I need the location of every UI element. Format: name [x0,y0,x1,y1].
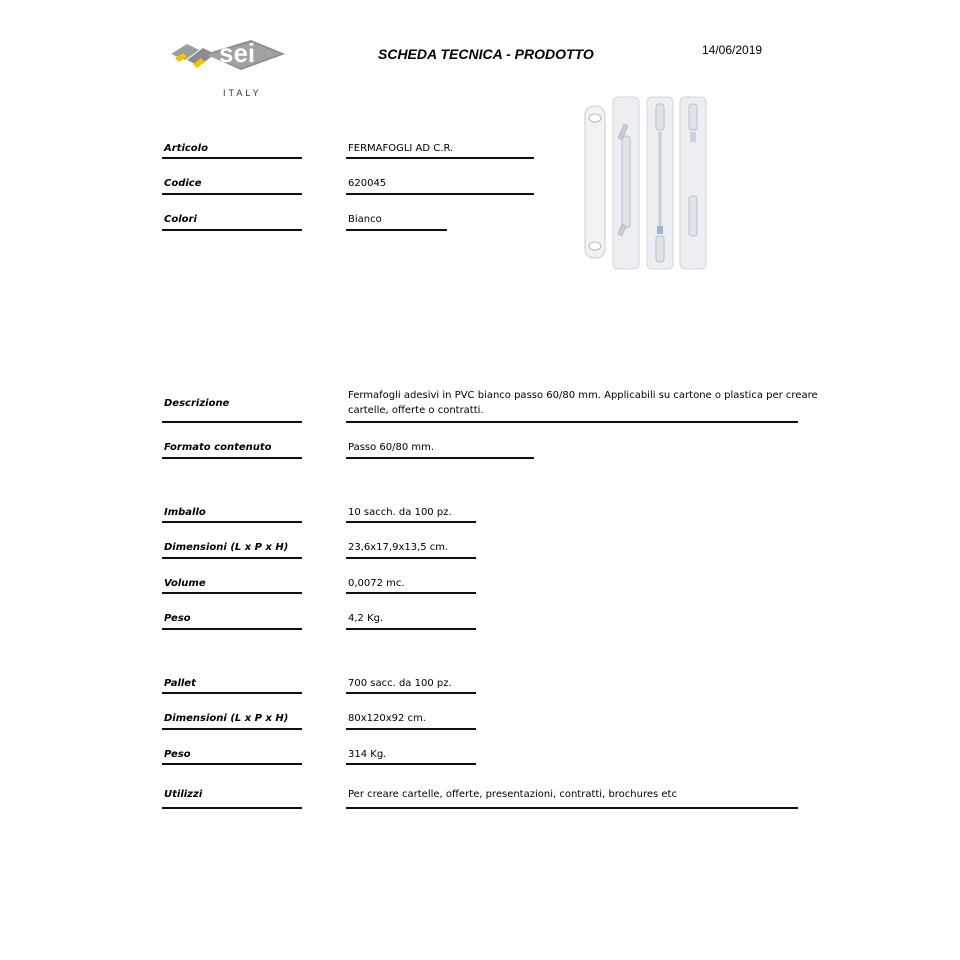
label-colori: Colori [164,214,197,225]
value-codice: 620045 [348,178,387,189]
value-utilizzi: Per creare cartelle, offerte, presentazioni, contratti, brochures etc [348,789,677,800]
value-underline [346,521,476,523]
label-underline [162,421,302,423]
document-date: 14/06/2019 [702,43,763,57]
label-underline [162,457,302,459]
label-underline [162,807,302,809]
label-utilizzi: Utilizzi [164,789,203,800]
document-title: SCHEDA TECNICA - PRODOTTO [378,46,594,62]
value-pallet: 700 sacc. da 100 pz. [348,678,452,689]
label-underline [162,157,302,159]
value-underline [346,592,476,594]
label-descrizione: Descrizione [164,398,230,409]
value-underline [346,692,476,694]
label-volume: Volume [164,578,206,589]
label-imballo: Imballo [164,507,206,518]
label-underline [162,592,302,594]
value-imballo: 10 sacch. da 100 pz. [348,507,452,518]
value-volume: 0,0072 mc. [348,578,405,589]
value-peso-pallet: 314 Kg. [348,749,387,760]
label-underline [162,521,302,523]
label-underline [162,628,302,630]
value-underline [346,728,476,730]
value-underline [346,628,476,630]
label-underline [162,193,302,195]
label-dimensioni-pallet: Dimensioni (L x P x H) [164,713,289,724]
label-underline [162,728,302,730]
product-image [582,96,712,272]
value-underline [346,763,476,765]
label-peso-pallet: Peso [164,749,191,760]
value-peso-imballo: 4,2 Kg. [348,613,384,624]
value-underline [346,421,798,423]
value-formato-contenuto: Passo 60/80 mm. [348,442,435,453]
sei-italy-logo [165,36,295,100]
value-underline [346,557,476,559]
value-dimensioni-pallet: 80x120x92 cm. [348,713,426,724]
label-pallet: Pallet [164,678,196,689]
label-formato-contenuto: Formato contenuto [164,442,272,453]
value-dimensioni-imballo: 23,6x17,9x13,5 cm. [348,542,449,553]
value-descrizione-line1: Fermafogli adesivi in PVC bianco passo 60/80 mm. Applicabili su cartone o plastica per creare [348,390,818,401]
label-codice: Codice [164,178,202,189]
logo-subtitle: ITALY [223,88,262,98]
value-underline [346,193,534,195]
label-articolo: Articolo [164,143,208,154]
value-underline [346,807,798,809]
value-articolo: FERMAFOGLI AD C.R. [348,143,454,154]
logo-wordmark: sei [219,38,256,68]
label-underline [162,229,302,231]
label-peso-imballo: Peso [164,613,191,624]
value-descrizione-line2: cartelle, offerte o contratti. [348,405,484,416]
label-dimensioni-imballo: Dimensioni (L x P x H) [164,542,289,553]
label-underline [162,763,302,765]
value-underline [346,457,534,459]
label-underline [162,557,302,559]
value-underline [346,157,534,159]
value-underline [346,229,447,231]
value-colori: Bianco [348,214,382,225]
label-underline [162,692,302,694]
